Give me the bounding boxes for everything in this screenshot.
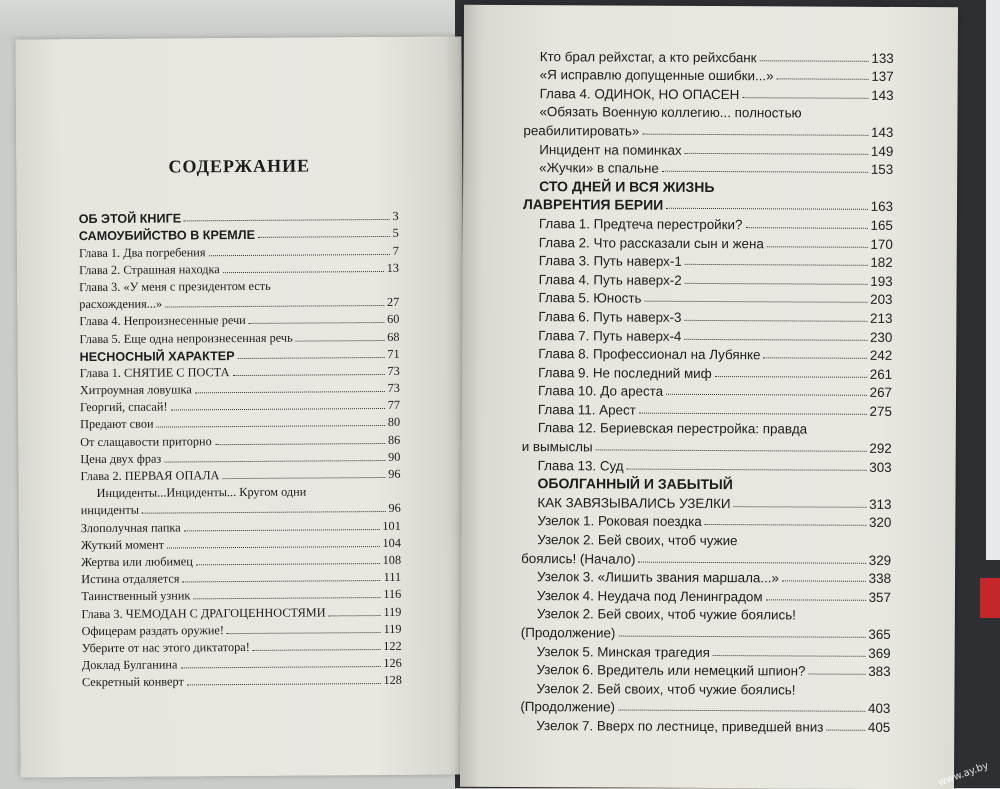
toc-entry-page: 80 bbox=[387, 415, 401, 430]
toc-entry-page: 329 bbox=[868, 552, 892, 568]
toc-entry-page: 213 bbox=[870, 310, 893, 326]
leader-dots bbox=[782, 581, 866, 582]
toc-entry-title: Узелок 2. Бей своих, чтоб чужие боялись! bbox=[536, 606, 796, 623]
toc-entry bbox=[522, 473, 892, 494]
toc-entry-page: 165 bbox=[870, 217, 893, 233]
toc-entry-title: Глава 6. Путь наверх-3 bbox=[538, 309, 682, 325]
leader-dots bbox=[666, 208, 867, 210]
toc-entry-title: (Продолжение) bbox=[520, 699, 616, 715]
leader-dots bbox=[685, 264, 868, 266]
toc-entry-page: 193 bbox=[870, 273, 893, 289]
toc-entry-page: 143 bbox=[871, 87, 894, 103]
leader-dots bbox=[187, 683, 381, 685]
toc-list-left bbox=[79, 207, 402, 690]
leader-dots bbox=[777, 79, 869, 80]
leader-dots bbox=[684, 338, 867, 340]
toc-entry-page: 77 bbox=[387, 398, 401, 413]
toc-entry-title: Хитроумная ловушка bbox=[79, 382, 192, 398]
toc-entry-title: Глава 1. СНЯТИЕ С ПОСТА bbox=[79, 364, 230, 380]
leader-dots bbox=[745, 227, 867, 229]
toc-entry bbox=[80, 430, 400, 449]
leader-dots bbox=[227, 632, 381, 634]
toc-entry bbox=[522, 417, 892, 438]
toc-entry-title: Глава 3. ЧЕМОДАН С ДРАГОЦЕННОСТЯМИ bbox=[81, 604, 326, 621]
leader-dots bbox=[209, 254, 390, 256]
toc-list-right bbox=[520, 45, 894, 735]
toc-entry bbox=[524, 64, 894, 85]
leader-dots bbox=[296, 339, 385, 341]
toc-entry bbox=[81, 551, 401, 570]
toc-entry-page: 5 bbox=[392, 226, 399, 241]
toc-entry bbox=[80, 362, 400, 381]
toc-entry bbox=[82, 654, 402, 673]
toc-entry-title: расхождения...» bbox=[79, 296, 163, 312]
toc-entry bbox=[81, 499, 401, 518]
leader-dots bbox=[329, 615, 381, 616]
toc-entry-page: 137 bbox=[871, 69, 894, 85]
leader-dots bbox=[760, 60, 869, 62]
toc-entry bbox=[80, 344, 400, 363]
toc-entry-page: 267 bbox=[869, 385, 893, 401]
toc-entry-title: Узелок 4. Неудача под Ленинградом bbox=[536, 587, 763, 605]
toc-entry bbox=[81, 585, 401, 604]
toc-entry bbox=[521, 547, 891, 568]
toc-entry-title: Глава 3. «У меня с президентом есть bbox=[79, 278, 271, 295]
leader-dots bbox=[766, 599, 866, 601]
toc-entry-title: ОБОЛГАННЫЙ И ЗАБЫТЫЙ bbox=[537, 475, 733, 493]
toc-entry-page: 163 bbox=[870, 199, 894, 215]
leader-dots bbox=[258, 236, 390, 238]
toc-entry-title: Узелок 2. Бей своих, чтоб чужие боялись! bbox=[536, 680, 796, 698]
leader-dots bbox=[232, 374, 384, 376]
toc-entry bbox=[79, 310, 399, 329]
toc-entry bbox=[522, 380, 892, 401]
toc-entry-page: 230 bbox=[869, 329, 893, 345]
toc-entry-title: НЕСНОСНЫЙ ХАРАКТЕР bbox=[79, 348, 235, 364]
toc-entry-page: 261 bbox=[869, 366, 893, 382]
toc-entry-page: 119 bbox=[383, 621, 402, 636]
toc-entry-page: 275 bbox=[869, 403, 892, 419]
toc-entry bbox=[523, 175, 893, 196]
toc-entry-page: 116 bbox=[383, 587, 402, 602]
leader-dots bbox=[715, 376, 867, 378]
toc-entry-title: Узелок 2. Бей своих, чтоб чужие bbox=[537, 532, 738, 549]
toc-entry-page: 292 bbox=[869, 440, 892, 457]
toc-entry bbox=[520, 714, 890, 735]
toc-entry-page: 153 bbox=[870, 162, 894, 178]
leader-dots bbox=[826, 730, 865, 731]
toc-entry bbox=[81, 619, 401, 638]
leader-dots bbox=[142, 511, 385, 514]
toc-entry bbox=[522, 343, 892, 364]
toc-entry bbox=[522, 361, 892, 382]
leader-dots bbox=[734, 506, 867, 508]
toc-entry-page: 405 bbox=[867, 719, 891, 735]
toc-entry-page: 108 bbox=[382, 552, 402, 567]
leader-dots bbox=[222, 477, 385, 479]
toc-entry bbox=[80, 448, 400, 467]
toc-entry bbox=[521, 510, 891, 531]
toc-entry bbox=[521, 491, 891, 512]
toc-entry-title: СТО ДНЕЙ И ВСЯ ЖИЗНЬ bbox=[539, 177, 715, 195]
leader-dots bbox=[171, 408, 385, 410]
toc-entry-title: Секретный конверт bbox=[81, 674, 184, 690]
toc-entry-page: 133 bbox=[871, 50, 894, 66]
toc-entry-title: и вымыслы bbox=[521, 439, 593, 455]
toc-entry-title: Жертва или любимец bbox=[81, 554, 193, 570]
toc-entry-title: Злополучная папка bbox=[80, 519, 181, 535]
leader-dots bbox=[763, 357, 866, 359]
toc-entry-title: боялись! (Начало) bbox=[521, 550, 636, 567]
toc-entry bbox=[79, 258, 399, 277]
toc-entry bbox=[82, 637, 402, 656]
toc-entry bbox=[521, 659, 891, 680]
leader-dots bbox=[618, 710, 865, 712]
toc-entry-title: «Я исправлю допущенные ошибки...» bbox=[539, 67, 774, 84]
toc-entry-title: Глава 1. Предтеча перестройки? bbox=[538, 216, 743, 233]
toc-entry-title: Глава 13. Суд bbox=[537, 457, 624, 474]
leader-dots bbox=[196, 563, 380, 565]
toc-entry-title: Цена двух фраз bbox=[80, 451, 162, 466]
toc-entry-title: ОБ ЭТОЙ КНИГЕ bbox=[78, 211, 182, 227]
toc-entry-title: Глава 2. ПЕРВАЯ ОПАЛА bbox=[80, 468, 220, 484]
toc-entry-title: инциденты bbox=[80, 503, 140, 518]
toc-entry bbox=[80, 396, 400, 415]
toc-entry bbox=[81, 602, 401, 621]
toc-entry bbox=[80, 413, 400, 432]
toc-entry bbox=[523, 119, 893, 140]
toc-entry bbox=[524, 45, 894, 66]
toc-entry bbox=[523, 138, 893, 159]
toc-entry-title: реабилитировать» bbox=[523, 122, 640, 139]
leader-dots bbox=[249, 322, 384, 324]
toc-entry-title: Узелок 6. Вредитель или немецкий шпион? bbox=[536, 662, 806, 679]
leader-dots bbox=[253, 649, 380, 651]
toc-entry-page: 90 bbox=[388, 449, 401, 464]
toc-entry-title: Георгий, спасай! bbox=[79, 399, 168, 415]
toc-entry-page: 313 bbox=[869, 496, 892, 512]
leader-dots bbox=[184, 219, 389, 221]
toc-entry-title: Таинственный узник bbox=[81, 588, 191, 604]
toc-entry bbox=[82, 671, 402, 690]
toc-entry-title: Глава 1. Два погребения bbox=[78, 244, 206, 260]
leader-dots bbox=[180, 666, 380, 668]
toc-entry bbox=[522, 398, 892, 419]
toc-entry-page: 111 bbox=[383, 570, 402, 585]
toc-entry bbox=[521, 528, 891, 549]
toc-entry-page: 149 bbox=[870, 143, 894, 159]
leader-dots bbox=[618, 636, 865, 638]
leader-dots bbox=[639, 413, 867, 415]
toc-entry-page: 119 bbox=[383, 604, 402, 619]
toc-entry bbox=[79, 293, 399, 312]
leader-dots bbox=[684, 320, 867, 322]
leader-dots bbox=[195, 391, 385, 393]
toc-entry bbox=[523, 101, 893, 122]
toc-entry-title: Предают свои bbox=[80, 417, 154, 432]
toc-entry-page: 68 bbox=[387, 329, 400, 344]
toc-entry-title: Уберите от нас этого диктатора! bbox=[81, 639, 250, 655]
cover-edge bbox=[986, 0, 1000, 560]
toc-entry-page: 73 bbox=[387, 363, 400, 378]
toc-entry-title: Глава 3. Путь наверх-1 bbox=[538, 253, 682, 269]
toc-entry-title: Глава 2. Что рассказали сын и жена bbox=[538, 234, 764, 251]
toc-entry-title: Глава 12. Бериевская перестройка: правда bbox=[537, 420, 808, 437]
toc-entry bbox=[81, 482, 401, 501]
toc-entry-title: Глава 5. Юность bbox=[538, 290, 642, 306]
toc-entry-page: 203 bbox=[870, 292, 893, 308]
toc-title: СОДЕРЖАНИЕ bbox=[168, 155, 311, 177]
toc-entry-title: Глава 7. Путь наверх-4 bbox=[538, 327, 682, 344]
toc-entry-title: Глава 2. Страшная находка bbox=[78, 261, 220, 277]
toc-entry-page: 357 bbox=[868, 589, 891, 605]
toc-entry bbox=[522, 454, 892, 475]
toc-entry-title: Глава 4. ОДИНОК, НО ОПАСЕН bbox=[539, 85, 740, 102]
toc-entry bbox=[522, 324, 892, 345]
toc-entry-page: 320 bbox=[868, 515, 892, 531]
toc-entry bbox=[80, 379, 400, 398]
toc-entry-title: Инциденты...Инциденты... Кругом одни bbox=[96, 484, 307, 501]
toc-entry-page: 101 bbox=[382, 518, 401, 533]
toc-entry-page: 7 bbox=[392, 243, 399, 258]
toc-entry bbox=[521, 603, 891, 624]
right-page bbox=[460, 5, 958, 789]
leader-dots bbox=[685, 283, 868, 285]
toc-entry bbox=[523, 250, 893, 271]
leader-dots bbox=[685, 152, 868, 154]
toc-entry bbox=[522, 305, 892, 326]
toc-entry-page: 338 bbox=[868, 571, 892, 587]
left-page bbox=[15, 36, 466, 777]
leader-dots bbox=[742, 97, 868, 99]
toc-entry bbox=[520, 677, 890, 698]
toc-entry-title: Глава 9. Не последний миф bbox=[538, 364, 712, 381]
toc-entry-page: 96 bbox=[388, 466, 401, 481]
toc-entry-page: 60 bbox=[387, 312, 400, 327]
toc-entry bbox=[521, 584, 891, 605]
toc-entry-title: От слащавости приторно bbox=[80, 433, 212, 449]
toc-entry-page: 13 bbox=[386, 260, 400, 275]
toc-entry-page: 86 bbox=[387, 432, 401, 447]
toc-entry-title: Глава 10. До ареста bbox=[537, 383, 664, 400]
toc-entry bbox=[79, 241, 399, 260]
toc-entry bbox=[523, 231, 893, 252]
leader-dots bbox=[157, 425, 385, 428]
toc-entry bbox=[521, 566, 891, 587]
leader-dots bbox=[193, 597, 380, 599]
toc-entry bbox=[522, 287, 892, 308]
leader-dots bbox=[767, 246, 868, 248]
leader-dots bbox=[705, 524, 866, 526]
toc-entry-title: Офицерам раздать оружие! bbox=[81, 622, 224, 638]
toc-entry bbox=[81, 533, 401, 552]
leader-dots bbox=[596, 449, 867, 451]
toc-entry bbox=[521, 640, 891, 661]
toc-entry-page: 365 bbox=[868, 626, 891, 642]
toc-entry-title: Глава 5. Еще одна непроизнесенная речь bbox=[79, 330, 293, 346]
leader-dots bbox=[238, 357, 385, 359]
toc-entry-title: Инцидент на поминках bbox=[539, 141, 682, 158]
toc-entry bbox=[79, 207, 399, 226]
toc-entry-title: Узелок 1. Роковая поездка bbox=[537, 513, 702, 530]
toc-entry bbox=[81, 568, 401, 587]
leader-dots bbox=[713, 655, 865, 657]
toc-entry-title: Кто брал рейхстаг, а кто рейхсбанк bbox=[539, 48, 757, 65]
toc-entry-page: 242 bbox=[869, 347, 893, 364]
leader-dots bbox=[184, 529, 380, 531]
watermark: www.ay.by bbox=[936, 760, 991, 789]
leader-dots bbox=[215, 443, 385, 445]
toc-entry-page: 73 bbox=[387, 380, 400, 396]
leader-dots bbox=[627, 468, 867, 470]
toc-entry-page: 104 bbox=[382, 535, 401, 550]
toc-entry bbox=[523, 157, 893, 178]
toc-entry-title: Глава 4. Непроизнесенные речи bbox=[79, 313, 246, 329]
toc-entry-page: 122 bbox=[383, 638, 402, 653]
toc-entry-page: 170 bbox=[870, 236, 893, 252]
toc-entry-page: 403 bbox=[867, 701, 891, 717]
leader-dots bbox=[666, 394, 867, 396]
toc-entry-page: 96 bbox=[388, 501, 401, 516]
leader-dots bbox=[662, 171, 868, 173]
toc-entry bbox=[520, 696, 890, 717]
toc-entry-title: Глава 8. Профессионал на Лубянке bbox=[538, 346, 761, 363]
toc-entry bbox=[79, 327, 399, 346]
toc-entry-page: 71 bbox=[387, 346, 400, 361]
toc-entry bbox=[521, 621, 891, 642]
toc-entry-title: САМОУБИЙСТВО В КРЕМЛЕ bbox=[78, 228, 256, 244]
toc-entry-title: Глава 4. Путь наверх-2 bbox=[538, 271, 682, 288]
toc-entry bbox=[81, 516, 401, 535]
toc-entry-page: 303 bbox=[869, 459, 892, 475]
toc-entry-title: Доклад Булганина bbox=[81, 657, 178, 673]
toc-entry-title: Узелок 3. «Лишить звания маршала...» bbox=[537, 569, 780, 586]
leader-dots bbox=[164, 460, 385, 463]
leader-dots bbox=[183, 580, 381, 582]
toc-entry-page: 126 bbox=[383, 655, 402, 671]
leader-dots bbox=[808, 674, 865, 675]
toc-entry-page: 369 bbox=[868, 645, 891, 661]
toc-entry-page: 383 bbox=[868, 664, 891, 680]
toc-entry-title: «Жучки» в спальне bbox=[539, 160, 659, 176]
leader-dots bbox=[165, 305, 384, 308]
toc-entry-title: Узелок 7. Вверх по лестнице, приведшей вниз bbox=[536, 718, 824, 735]
toc-entry-page: 3 bbox=[392, 209, 399, 224]
leader-dots bbox=[638, 561, 865, 563]
leader-dots bbox=[167, 546, 380, 548]
leader-dots bbox=[223, 271, 384, 273]
toc-entry-page: 128 bbox=[383, 673, 402, 688]
toc-entry-page: 182 bbox=[870, 254, 893, 271]
toc-entry-page: 27 bbox=[386, 295, 400, 310]
leader-dots bbox=[642, 134, 868, 136]
toc-entry-title: (Продолжение) bbox=[520, 625, 616, 641]
toc-entry bbox=[524, 82, 894, 103]
toc-entry bbox=[523, 212, 893, 233]
cover-red-stripe bbox=[980, 578, 1000, 618]
toc-entry-title: «Обязать Военную коллегию... полностью bbox=[539, 104, 802, 121]
toc-entry-title: Жуткий момент bbox=[80, 537, 165, 552]
toc-entry-title: Глава 11. Арест bbox=[537, 401, 636, 418]
leader-dots bbox=[644, 301, 867, 303]
toc-entry-page: 143 bbox=[871, 124, 894, 140]
toc-entry-title: Узелок 5. Минская трагедия bbox=[536, 643, 710, 660]
toc-entry bbox=[523, 268, 893, 289]
toc-entry bbox=[80, 465, 400, 484]
toc-entry-title: Истина отдаляется bbox=[81, 571, 180, 587]
toc-entry-title: ЛАВРЕНТИЯ БЕРИИ bbox=[522, 196, 664, 214]
toc-entry bbox=[522, 435, 892, 456]
toc-entry bbox=[523, 194, 893, 215]
toc-entry bbox=[79, 276, 399, 295]
toc-entry-title: КАК ЗАВЯЗЫВАЛИСЬ УЗЕЛКИ bbox=[537, 494, 731, 511]
toc-entry bbox=[79, 224, 399, 243]
